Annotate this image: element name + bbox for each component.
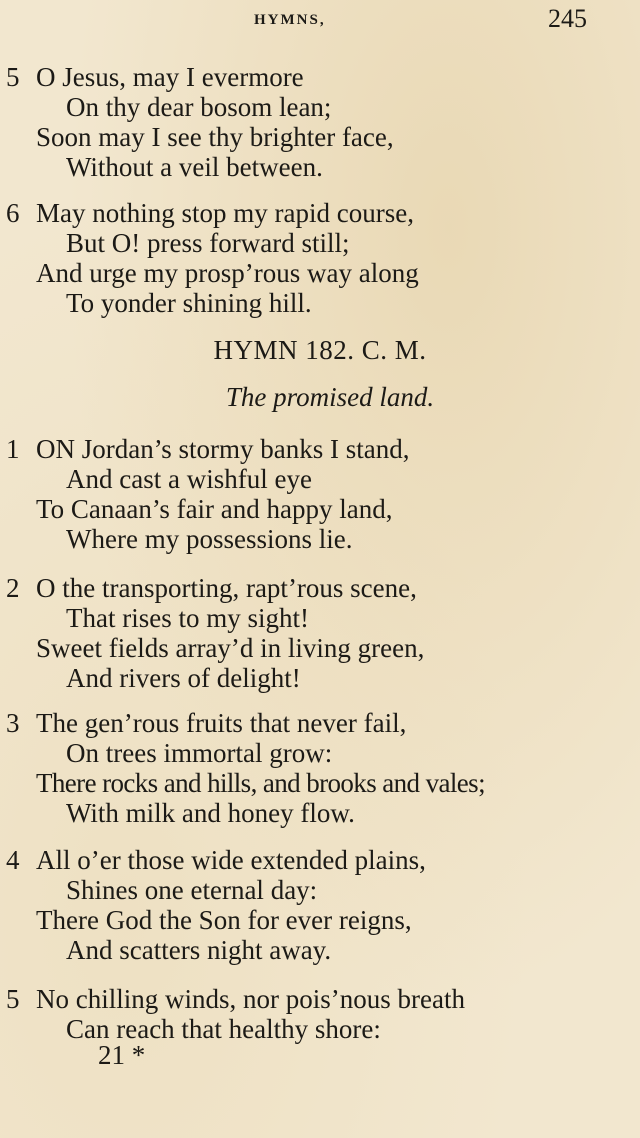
running-head <box>0 4 640 33</box>
verse-line: O the transporting, rapt’rous scene, <box>36 573 417 603</box>
verse-line: But O! press forward still; <box>66 228 350 258</box>
verse-line: Sweet fields array’d in living green, <box>36 633 425 663</box>
signature-mark: 21 * <box>98 1040 146 1070</box>
verse-line: Soon may I see thy brighter face, <box>36 122 394 152</box>
verse-line: Shines one eternal day: <box>66 875 318 905</box>
verse-line: To Canaan’s fair and happy land, <box>36 494 393 524</box>
verse-line: All o’er those wide extended plains, <box>36 845 426 875</box>
verse-line: There rocks and hills, and brooks and vales; <box>36 768 485 798</box>
verse-line: On thy dear bosom lean; <box>66 92 332 122</box>
verse-line: To yonder shining hill. <box>66 288 312 318</box>
verse-number: 4 <box>6 845 20 875</box>
verse-number: 5 <box>6 984 20 1014</box>
verse-line: May nothing stop my rapid course, <box>36 198 414 228</box>
verse-line: ON Jordan’s stormy banks I stand, <box>36 434 410 464</box>
verse-number: 5 <box>6 62 20 92</box>
verse-line: The gen’rous fruits that never fail, <box>36 708 407 738</box>
hymn-heading: HYMN 182. C. M. <box>213 335 427 365</box>
verse-line: There God the Son for ever reigns, <box>36 905 412 935</box>
verse-line: With milk and honey flow. <box>66 798 355 828</box>
verse-line: And cast a wishful eye <box>66 464 312 494</box>
running-title: HYMNS, <box>254 12 326 28</box>
hymn-subtitle: The promised land. <box>225 382 435 412</box>
verse-line: Can reach that healthy shore: <box>66 1014 381 1044</box>
verse-line: That rises to my sight! <box>66 603 309 633</box>
page-number: 245 <box>548 4 587 33</box>
verse-line: And scatters night away. <box>66 935 332 965</box>
verse-line: And rivers of delight! <box>66 663 301 693</box>
verse-number: 2 <box>6 573 20 603</box>
verse-number: 3 <box>6 708 20 738</box>
verse-line: Where my possessions lie. <box>66 524 353 554</box>
verse-line: No chilling winds, nor pois’nous breath <box>36 984 465 1014</box>
verse-number: 1 <box>6 434 20 464</box>
verse-line: On trees immortal grow: <box>66 738 333 768</box>
verse-line: And urge my prosp’rous way along <box>36 258 419 288</box>
verse-line: Without a veil between. <box>66 152 323 182</box>
verse-line: O Jesus, may I evermore <box>36 62 304 92</box>
verse-number: 6 <box>6 198 20 228</box>
